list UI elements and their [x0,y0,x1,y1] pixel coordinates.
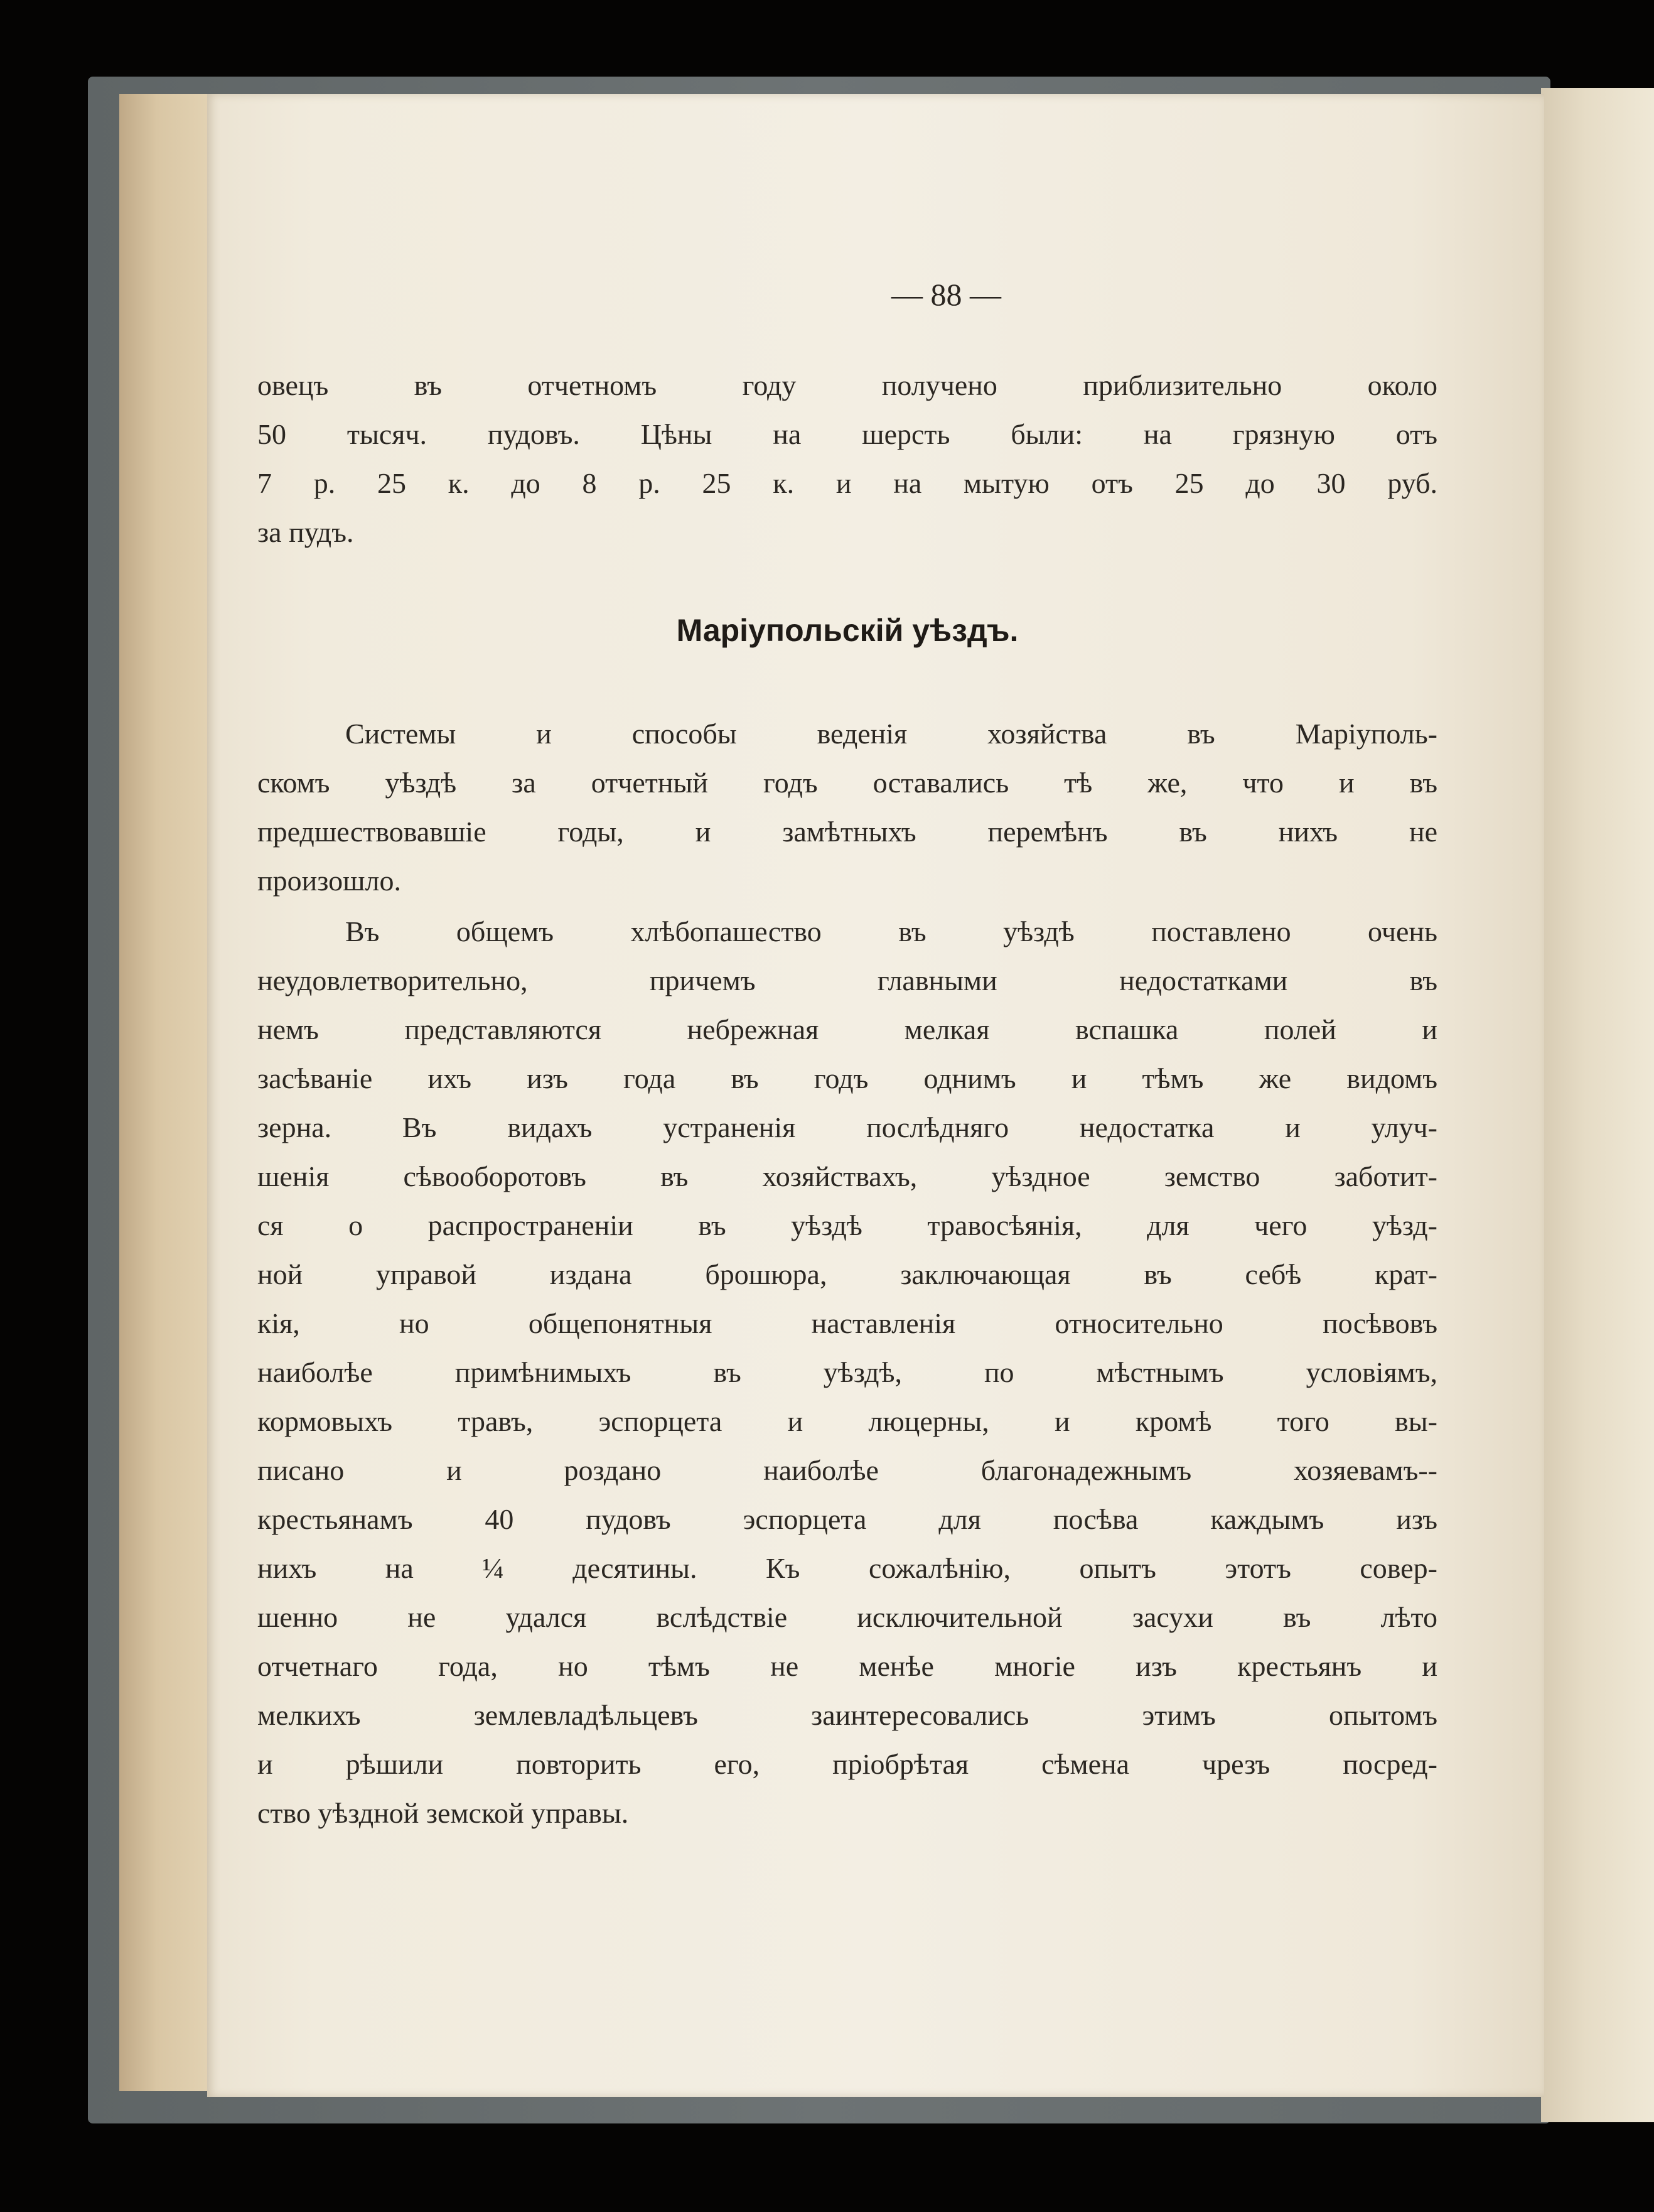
text-line: наиболѣе примѣнимыхъ въ уѣздѣ, по мѣстнымъ условіямъ, [257,1356,1437,1388]
text-line: 7 р. 25 к. до 8 р. 25 к. и на мытую отъ 25 до 30 руб. [257,467,1437,499]
text-line: крестьянамъ 40 пудовъ эспорцета для посѣва каждымъ изъ [257,1503,1437,1535]
text-line: шенно не удался вслѣдствіе исключительной засухи въ лѣто [257,1601,1437,1633]
text-line: ной управой издана брошюра, заключающая въ себѣ крат- [257,1258,1437,1290]
paragraph-1 [257,709,1437,905]
text-line: засѣваніе ихъ изъ года въ годъ однимъ и тѣмъ же видомъ [257,1062,1437,1094]
text-line: немъ представляются небрежная мелкая вспашка полей и [257,1013,1437,1045]
text-line: нихъ на ¼ десятины. Къ сожалѣнію, опытъ этотъ совер- [257,1552,1437,1584]
page-edges [119,94,213,2091]
text-line: 50 тысяч. пудовъ. Цѣны на шерсть были: на грязную отъ [257,418,1437,450]
next-page-strip [1541,88,1654,2122]
text-line: писано и роздано наиболѣе благонадежнымъ хозяевамъ-- [257,1454,1437,1486]
text-line: произошло. [257,865,402,897]
text-line: неудовлетворительно, причемъ главными недостатками въ [257,964,1437,996]
text-line: отчетнаго года, но тѣмъ не менѣе многіе изъ крестьянъ и [257,1650,1437,1682]
text-line: ся о распространеніи въ уѣздѣ травосѣянія, для чего уѣзд- [257,1209,1437,1241]
paragraph-2 [257,907,1437,1838]
text-line: кія, но общепонятныя наставленія относительно посѣвовъ [257,1307,1437,1339]
text-line: овецъ въ отчетномъ году получено приблизительно около [257,369,1437,401]
text-line: шенія сѣвооборотовъ въ хозяйствахъ, уѣздное земство заботит- [257,1160,1437,1192]
page-number: — 88 — [891,277,1001,312]
text-line: и рѣшили повторить его, пріобрѣтая сѣмена чрезъ посред- [257,1748,1437,1780]
text-line: за пудъ. [257,516,354,548]
text-line: Системы и способы веденія хозяйства въ Маріуполь- [345,718,1437,750]
text-line: мелкихъ землевладѣльцевъ заинтересовались этимъ опытомъ [257,1699,1437,1731]
text-line: ство уѣздной земской управы. [257,1797,629,1829]
text-line: скомъ уѣздѣ за отчетный годъ оставались тѣ же, что и въ [257,767,1437,799]
text-line: зерна. Въ видахъ устраненія послѣдняго недостатка и улуч- [257,1111,1437,1143]
section-title: Маріупольскій уѣздъ. [676,613,1019,648]
intro-paragraph [257,361,1437,557]
text-line: Въ общемъ хлѣбопашество въ уѣздѣ поставлено очень [345,915,1437,947]
text-line: предшествовавшіе годы, и замѣтныхъ перемѣнъ въ нихъ не [257,816,1437,848]
text-line: кормовыхъ травъ, эспорцета и люцерны, и кромѣ того вы- [257,1405,1437,1437]
